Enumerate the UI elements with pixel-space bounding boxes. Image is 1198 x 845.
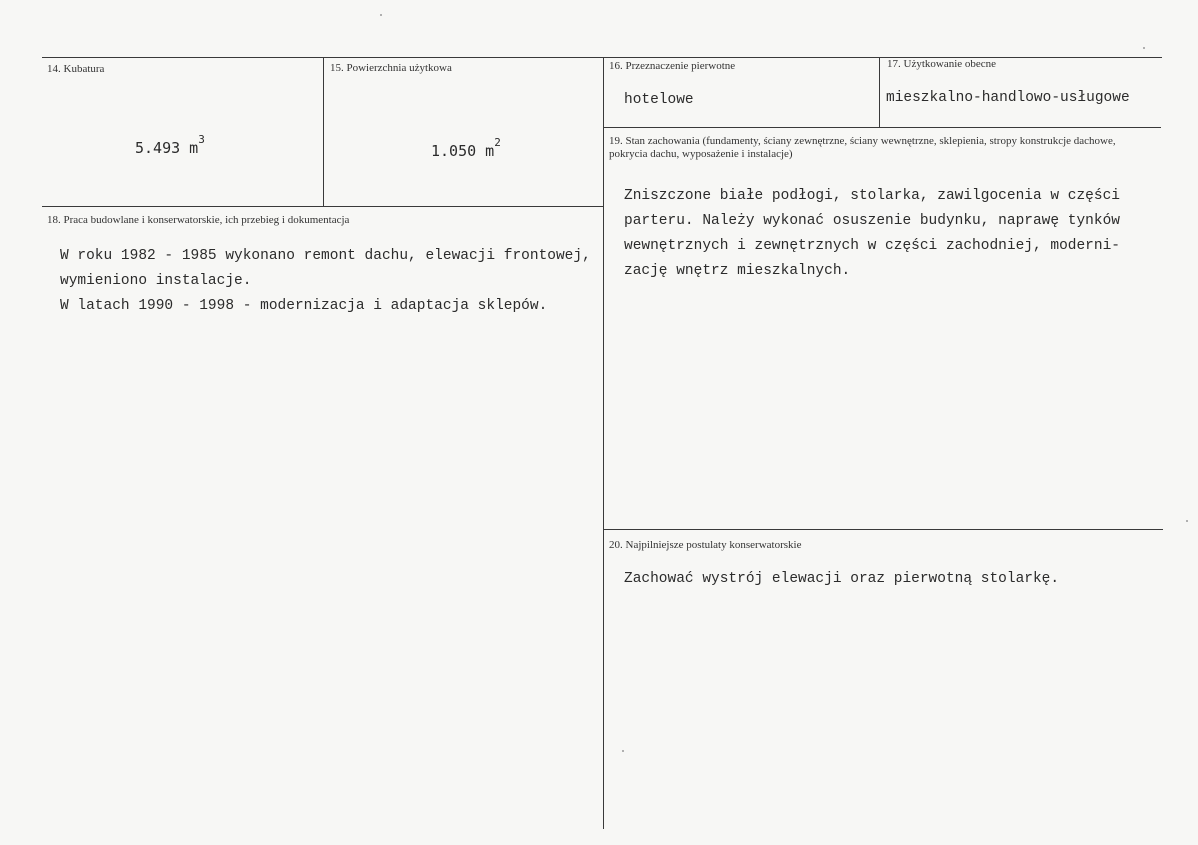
rule-14-18: [42, 206, 603, 207]
uzytkowanie-label: 17. Użytkowanie obecne: [887, 58, 997, 70]
stan-line-2: parteru. Należy wykonać osuszenie budynku, naprawę tynków: [624, 213, 1120, 229]
praca-label: 18. Praca budowlane i konserwatorskie, ich przebieg i dokumentacja: [47, 214, 350, 226]
stan-line-4: zację wnętrz mieszkalnych.: [624, 263, 851, 279]
kubatura-label: 14. Kubatura: [47, 63, 105, 75]
kubatura-exponent: 3: [198, 133, 205, 146]
scan-speck: [622, 750, 624, 752]
kubatura-value: [135, 133, 205, 157]
scan-speck: [380, 14, 382, 16]
przeznaczenie-value: hotelowe: [624, 92, 694, 108]
powierzchnia-number: 1.050 m: [431, 142, 495, 160]
powierzchnia-value: [431, 136, 501, 160]
divider-main: [603, 57, 604, 829]
postulaty-text: Zachować wystrój elewacji oraz pierwotną stolarkę.: [624, 571, 1060, 587]
powierzchnia-label: 15. Powierzchnia użytkowa: [330, 62, 452, 74]
stan-label: 19. Stan zachowania (fundamenty, ściany zewnętrzne, ściany wewnętrzne, sklepienia, stropy konstrukcje dachowe, pokrycia dachu, wyposażenie i instalacje): [609, 135, 1116, 160]
stan-line-3: wewnętrznych i zewnętrznych w części zachodniej, moderni-: [624, 238, 1120, 254]
przeznaczenie-label: 16. Przeznaczenie pierwotne: [609, 60, 736, 72]
rule-17-19: [603, 127, 1161, 128]
praca-line-1: W roku 1982 - 1985 wykonano remont dachu, elewacji frontowej,: [60, 248, 591, 264]
divider-16-17: [879, 57, 880, 127]
uzytkowanie-value: mieszkalno-handlowo-usługowe: [886, 90, 1130, 106]
postulaty-label: 20. Najpilniejsze postulaty konserwatorskie: [609, 539, 802, 551]
powierzchnia-exponent: 2: [494, 136, 501, 149]
praca-line-2: wymieniono instalacje.: [60, 273, 252, 289]
rule-19-20: [603, 529, 1163, 530]
stan-text: [624, 184, 1120, 284]
praca-line-3: W latach 1990 - 1998 - modernizacja i adaptacja sklepów.: [60, 298, 548, 314]
divider-14-15: [323, 57, 324, 206]
kubatura-number: 5.493 m: [135, 139, 199, 157]
scan-speck: [1186, 520, 1188, 522]
scan-speck: [1143, 47, 1145, 49]
praca-text: [60, 244, 591, 319]
stan-line-1: Zniszczone białe podłogi, stolarka, zawilgocenia w części: [624, 188, 1120, 204]
